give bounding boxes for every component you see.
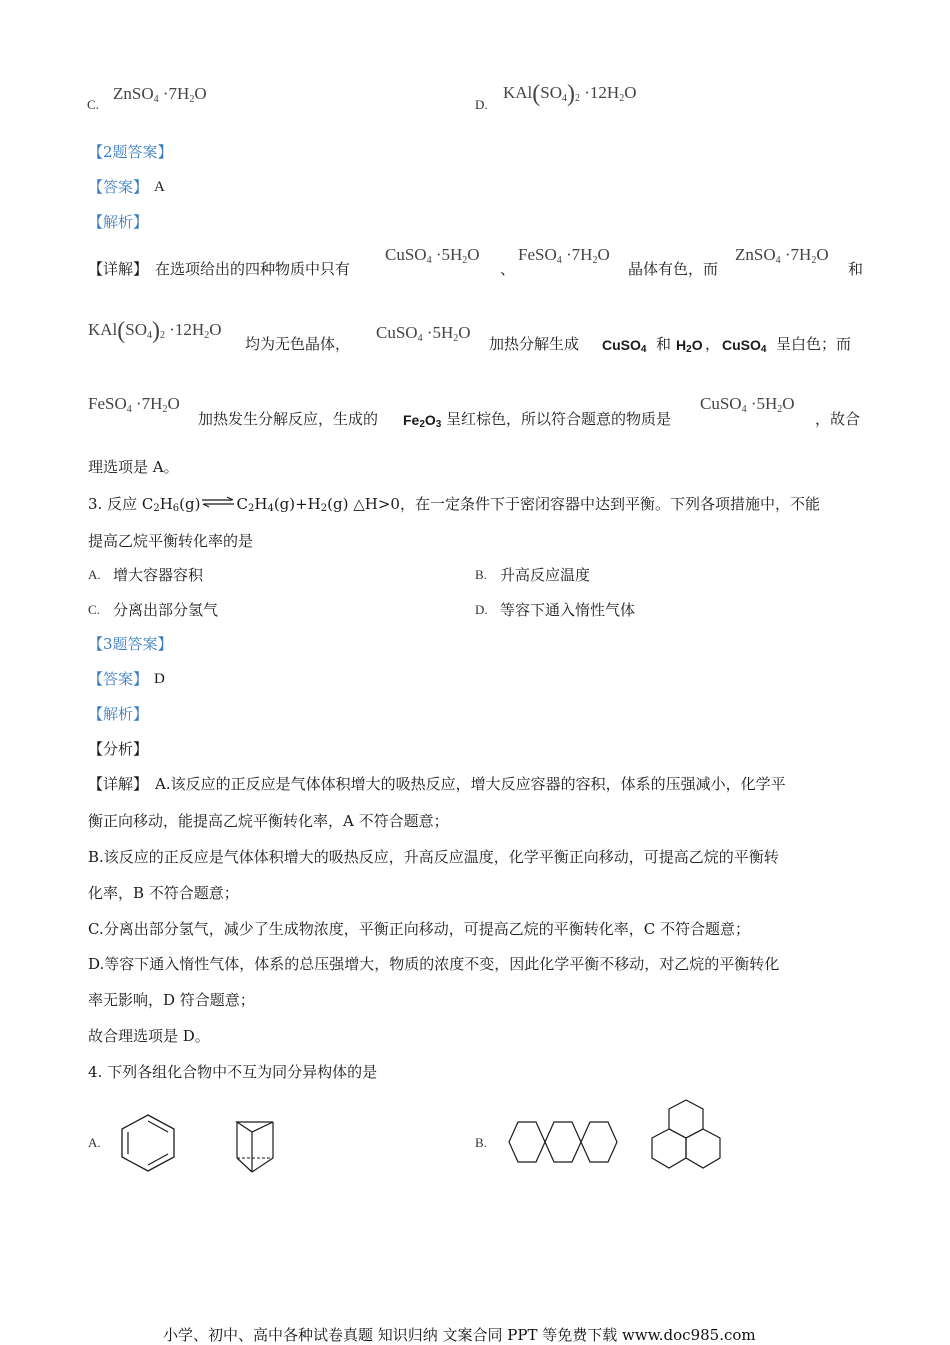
q2-detail-text: 和 xyxy=(848,260,864,278)
q3-option-d-label: D. xyxy=(475,602,488,617)
q2-detail-text: ， xyxy=(705,335,721,353)
q3-option-a-label: A. xyxy=(88,567,101,582)
formula-feso4-7h2o: FeSO$_4$ $\cdot 7H_2O$ xyxy=(88,394,180,415)
option-d-label: D. xyxy=(475,97,488,112)
q2-detail-text: 均为无色晶体， xyxy=(245,335,351,353)
benzene-structure-icon xyxy=(116,1112,180,1174)
q4-option-a-label: A. xyxy=(88,1135,101,1150)
formula-cuso4-5h2o: CuSO$_4$ $\cdot 5H_2O$ xyxy=(700,394,795,415)
q2-answer-value: A xyxy=(154,179,165,195)
q3-detail-line: 化率，B 不符合题意； xyxy=(88,884,239,902)
q3-option-d-text: 等容下通入惰性气体 xyxy=(500,601,636,619)
q3-stem-line1: 3. 反应 $C_2H_6(g)$ $C_2H_4(g)+H_2(g)$ △H>0，在一定条件下于密闭容器中达到平衡。下列各项措施中，不能 xyxy=(88,495,820,514)
q3-fenxi-tag: 【分析】 xyxy=(88,740,149,758)
q2-detail-text: 呈白色；而 xyxy=(776,335,852,353)
equilibrium-arrow-icon xyxy=(200,496,236,508)
formula-kal-so4-2-12h2o: $KAl(SO_4)_2 \cdot 12H_2O$ xyxy=(88,318,222,344)
formula-cuso4: CuSO$_4$ xyxy=(722,337,767,355)
q3-analysis-tag: 【解析】 xyxy=(88,705,149,723)
q3-option-b-label: B. xyxy=(475,567,487,582)
q2-detail-text: 理选项是 A。 xyxy=(88,458,179,476)
q2-detail-text: 晶体有色，而 xyxy=(628,260,719,278)
q3-option-c-label: C. xyxy=(88,602,100,617)
formula-kal-so4-2-12h2o: $KAl(SO_4)_2 \cdot 12H_2O$ xyxy=(503,81,637,107)
q2-analysis-tag: 【解析】 xyxy=(88,213,149,231)
q4-stem: 4. 下列各组化合物中不互为同分异构体的是 xyxy=(88,1063,378,1081)
q3-answer-label: 【答案】 xyxy=(88,670,149,688)
q2-detail-text: ，故合 xyxy=(815,410,861,428)
q2-answer-label: 【答案】 xyxy=(88,178,149,196)
q2-detail-text: 呈红棕色，所以符合题意的物质是 xyxy=(446,410,672,428)
option-c-label: C. xyxy=(87,97,99,112)
formula-h2o: $H_2O$ xyxy=(676,337,703,355)
formula-feso4-7h2o: FeSO$_4$ $\cdot 7H_2O$ xyxy=(518,245,610,266)
q2-detail-text: 加热分解生成 xyxy=(489,335,580,353)
q2-detail-text: 在选项给出的四种物质中只有 xyxy=(155,260,351,278)
q3-detail-line: A.该反应的正反应是气体体积增大的吸热反应，增大反应容器的容积，体系的压强减小，化学平 xyxy=(155,775,786,793)
separator-text: 、 xyxy=(500,260,516,278)
anthracene-structure-icon xyxy=(508,1118,620,1166)
prismane-structure-icon xyxy=(232,1114,278,1176)
q3-detail-line: 率无影响，D 符合题意； xyxy=(88,991,255,1009)
formula-znso4-7h2o: ZnSO$_4$ $\cdot 7H_2O$ xyxy=(735,245,829,266)
q3-detail-tag: 【详解】 xyxy=(88,775,149,793)
q3-detail-line: 故合理选项是 D。 xyxy=(88,1027,210,1045)
formula-cuso4-5h2o: CuSO$_4$ $\cdot 5H_2O$ xyxy=(385,245,480,266)
q3-option-a-text: 增大容器容积 xyxy=(113,566,204,584)
q2-detail-text: 加热发生分解反应，生成的 xyxy=(198,410,379,428)
q3-stem-line2: 提高乙烷平衡转化率的是 xyxy=(88,532,254,550)
q3-answer-value: D xyxy=(154,671,165,687)
q3-detail-line: B.该反应的正反应是气体体积增大的吸热反应，升高反应温度，化学平衡正向移动，可提高乙烷的平衡转 xyxy=(88,848,779,866)
formula-cuso4-5h2o: CuSO$_4$ $\cdot 5H_2O$ xyxy=(376,323,471,344)
q3-answer-tag: 【3题答案】 xyxy=(88,635,173,653)
q2-answer-tag: 【2题答案】 xyxy=(88,143,173,161)
q4-option-b-label: B. xyxy=(475,1135,487,1150)
q2-detail-tag: 【详解】 xyxy=(88,260,149,278)
fused-tricyclic-structure-icon xyxy=(648,1098,724,1172)
q3-detail-line: C.分离出部分氢气，减少了生成物浓度，平衡正向移动，可提高乙烷的平衡转化率，C 不符合题意； xyxy=(88,920,750,938)
q3-detail-line: 衡正向移动，能提高乙烷平衡转化率，A 不符合题意； xyxy=(88,812,449,830)
q3-option-b-text: 升高反应温度 xyxy=(500,566,591,584)
q3-option-c-text: 分离出部分氢气 xyxy=(113,601,219,619)
formula-cuso4: CuSO$_4$ xyxy=(602,337,647,355)
q3-detail-line: D.等容下通入惰性气体，体系的总压强增大，物质的浓度不变，因此化学平衡不移动，对乙烷的平衡转化 xyxy=(88,955,780,973)
formula-znso4-7h2o: ZnSO$_4$ $\cdot 7H_2O$ xyxy=(113,84,207,105)
formula-fe2o3: $Fe_2O_3$ xyxy=(403,412,442,430)
q2-detail-text: 和 xyxy=(656,335,672,353)
page-footer: 小学、初中、高中各种试卷真题 知识归纳 文案合同 PPT 等免费下载 www.doc985.com xyxy=(163,1326,756,1344)
